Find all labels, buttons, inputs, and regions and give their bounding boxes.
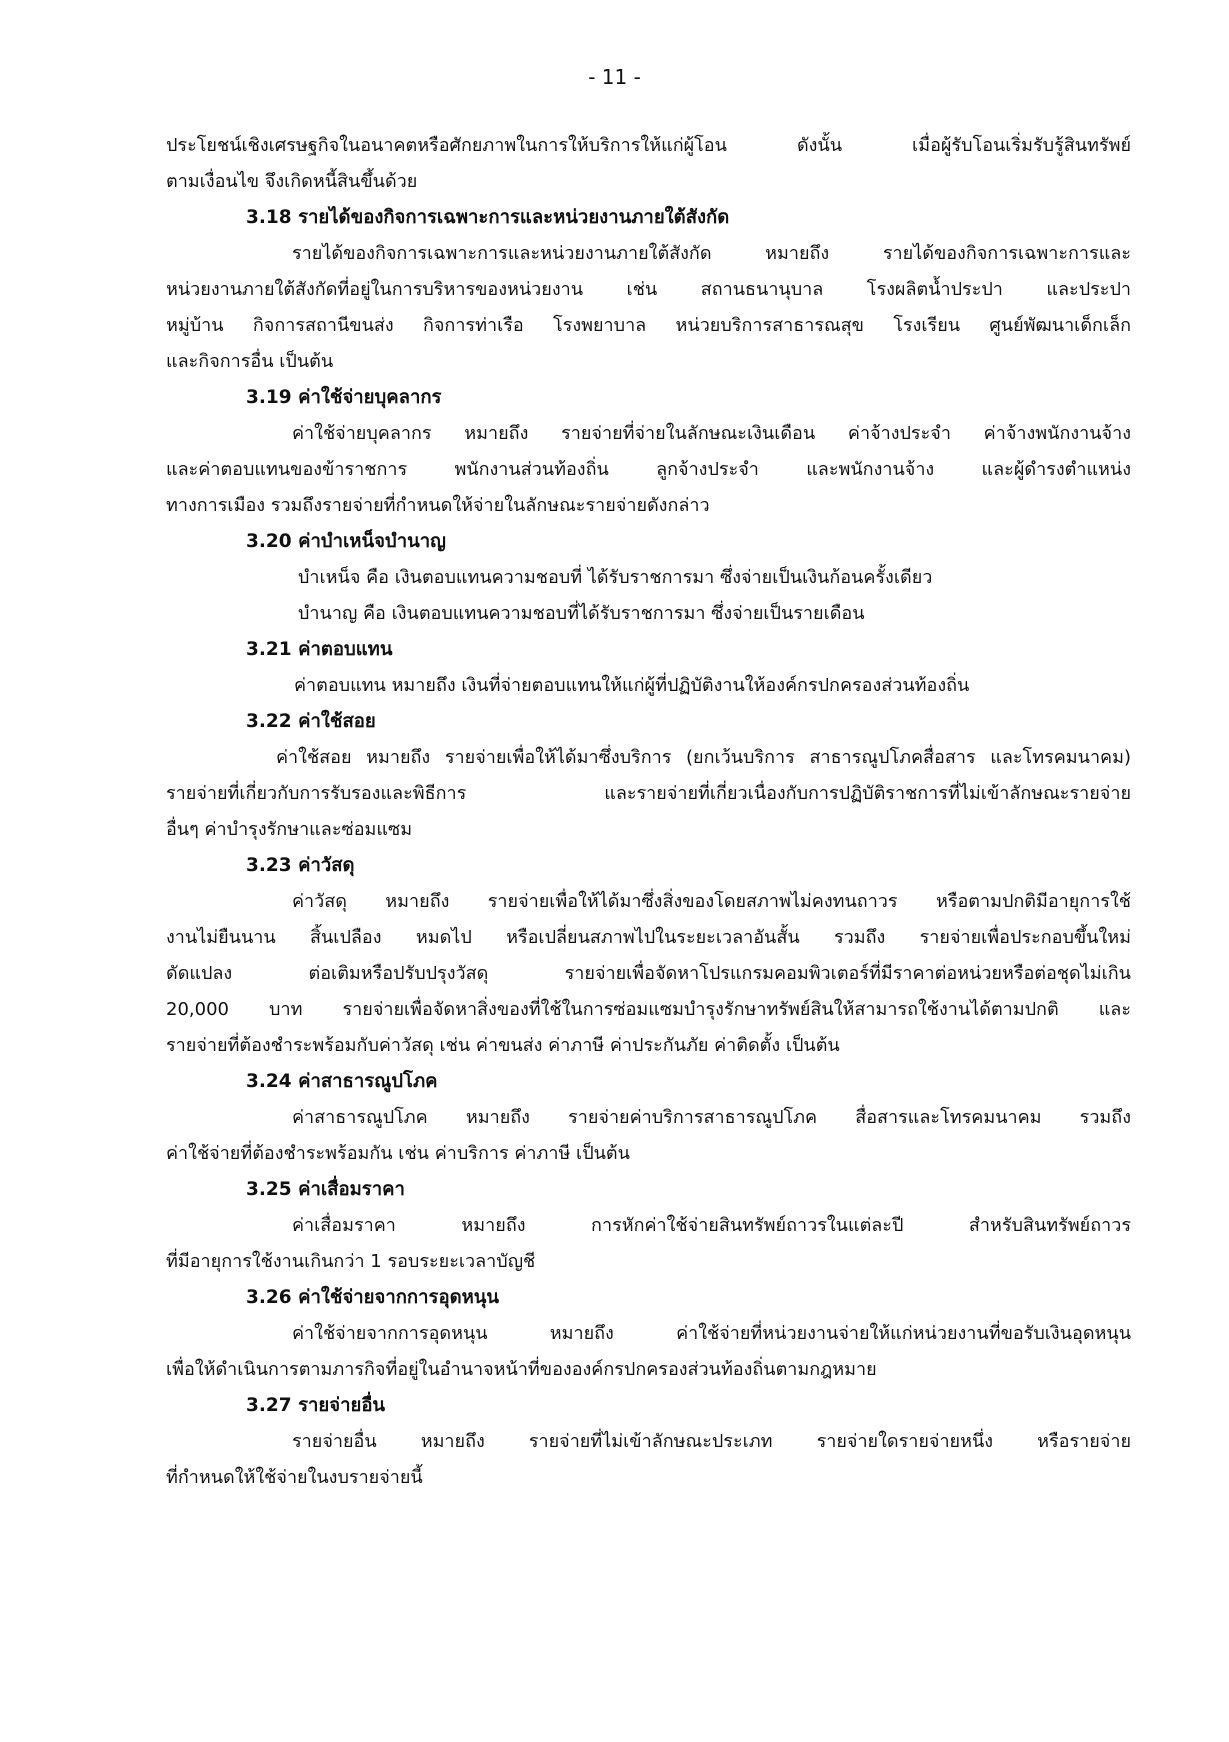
- paragraph-line: ดัดแปลง ต่อเติมหรือปรับปรุงวัสดุ รายจ่ายเพื่อจัดหาโปรแกรมคอมพิวเตอร์ที่มีราคาต่อหน่วยหรือต่อชุดไม่เกิน: [166, 963, 1131, 984]
- paragraph-line: รายจ่ายที่เกี่ยวกับการรับรองและพิธีการ และรายจ่ายที่เกี่ยวเนื่องกับการปฏิบัติราชการที่ไม่เข้าลักษณะรายจ่าย: [166, 783, 1131, 804]
- paragraph-line: ค่าวัสดุ หมายถึง รายจ่ายเพื่อให้ได้มาซึ่งสิ่งของโดยสภาพไม่คงทนถาวร หรือตามปกติมีอายุการใช้: [292, 891, 1131, 912]
- paragraph-line: บำเหน็จ คือ เงินตอบแทนความชอบที่ ได้รับราชการมา ซึ่งจ่ายเป็นเงินก้อนครั้งเดียว: [298, 567, 933, 588]
- section-heading: 3.27 รายจ่ายอื่น: [246, 1395, 386, 1416]
- paragraph-line: 20,000 บาท รายจ่ายเพื่อจัดหาสิ่งของที่ใช้ในการซ่อมแซมบำรุงรักษาทรัพย์สินให้สามารถใช้งานได้ตามปกติ และ: [166, 999, 1131, 1020]
- paragraph-line: เพื่อให้ดำเนินการตามภารกิจที่อยู่ในอำนาจหน้าที่ขององค์กรปกครองส่วนท้องถิ่นตามกฎหมาย: [166, 1359, 877, 1380]
- paragraph-line: หมู่บ้าน กิจการสถานีขนส่ง กิจการท่าเรือ โรงพยาบาล หน่วยบริการสาธารณสุข โรงเรียน ศูนย์พัฒนาเด็กเล็ก: [166, 315, 1131, 336]
- section-heading: 3.22 ค่าใช้สอย: [246, 711, 376, 732]
- paragraph-line: รายจ่ายอื่น หมายถึง รายจ่ายที่ไม่เข้าลักษณะประเภท รายจ่ายใดรายจ่ายหนึ่ง หรือรายจ่าย: [292, 1431, 1131, 1452]
- paragraph-line: และค่าตอบแทนของข้าราชการ พนักงานส่วนท้องถิ่น ลูกจ้างประจำ และพนักงานจ้าง และผู้ดำรงตำแหน่ง: [166, 459, 1131, 480]
- paragraph-line: รายได้ของกิจการเฉพาะการและหน่วยงานภายใต้สังกัด หมายถึง รายได้ของกิจการเฉพาะการและ: [292, 243, 1131, 264]
- paragraph-line: บำนาญ คือ เงินตอบแทนความชอบที่ได้รับราชการมา ซึ่งจ่ายเป็นรายเดือน: [298, 603, 865, 624]
- section-heading: 3.20 ค่าบำเหน็จบำนาญ: [246, 531, 446, 552]
- document-body: [166, 128, 1131, 1496]
- paragraph-line: ที่กำหนดให้ใช้จ่ายในงบรายจ่ายนี้: [166, 1467, 423, 1488]
- paragraph-line: ประโยชน์เชิงเศรษฐกิจในอนาคตหรือศักยภาพในการให้บริการให้แก่ผู้โอน ดังนั้น เมื่อผู้รับโอนเริ่มรับรู้สินทรัพย์: [166, 135, 1131, 156]
- paragraph-line: ที่มีอายุการใช้งานเกินกว่า 1 รอบระยะเวลาบัญชี: [166, 1251, 536, 1272]
- paragraph-line: ค่าเสื่อมราคา หมายถึง การหักค่าใช้จ่ายสินทรัพย์ถาวรในแต่ละปี สำหรับสินทรัพย์ถาวร: [292, 1215, 1131, 1236]
- paragraph-line: และกิจการอื่น เป็นต้น: [166, 351, 334, 372]
- paragraph-line: ค่าใช้จ่ายบุคลากร หมายถึง รายจ่ายที่จ่ายในลักษณะเงินเดือน ค่าจ้างประจำ ค่าจ้างพนักงานจ้าง: [292, 423, 1131, 444]
- paragraph-line: ค่าใช้สอย หมายถึง รายจ่ายเพื่อให้ได้มาซึ่งบริการ (ยกเว้นบริการ สาธารณูปโภคสื่อสาร และโทรคมนาคม): [276, 747, 1131, 768]
- paragraph-line: ตามเงื่อนไข จึงเกิดหนี้สินขึ้นด้วย: [166, 171, 418, 192]
- paragraph-line: ค่าใช้จ่ายที่ต้องชำระพร้อมกัน เช่น ค่าบริการ ค่าภาษี เป็นต้น: [166, 1143, 630, 1164]
- paragraph-line: อื่นๆ ค่าบำรุงรักษาและซ่อมแซม: [166, 819, 413, 840]
- section-heading: 3.26 ค่าใช้จ่ายจากการอุดหนุน: [246, 1287, 500, 1308]
- paragraph-line: หน่วยงานภายใต้สังกัดที่อยู่ในการบริหารของหน่วยงาน เช่น สถานธนานุบาล โรงผลิตน้ำประปา และประปา: [166, 279, 1131, 300]
- paragraph-line: ค่าใช้จ่ายจากการอุดหนุน หมายถึง ค่าใช้จ่ายที่หน่วยงานจ่ายให้แก่หน่วยงานที่ขอรับเงินอุดหนุน: [292, 1323, 1131, 1344]
- section-heading: 3.18 รายได้ของกิจการเฉพาะการและหน่วยงานภายใต้สังกัด: [246, 207, 730, 228]
- paragraph-line: งานไม่ยืนนาน สิ้นเปลือง หมดไป หรือเปลี่ยนสภาพไปในระยะเวลาอันสั้น รวมถึง รายจ่ายเพื่อประกอบขึ้นใหม่: [166, 927, 1131, 948]
- section-heading: 3.23 ค่าวัสดุ: [246, 855, 355, 876]
- section-heading: 3.24 ค่าสาธารณูปโภค: [246, 1071, 438, 1092]
- section-heading: 3.21 ค่าตอบแทน: [246, 639, 393, 660]
- paragraph-line: ค่าสาธารณูปโภค หมายถึง รายจ่ายค่าบริการสาธารณูปโภค สื่อสารและโทรคมนาคม รวมถึง: [292, 1107, 1131, 1128]
- paragraph-line: ทางการเมือง รวมถึงรายจ่ายที่กำหนดให้จ่ายในลักษณะรายจ่ายดังกล่าว: [166, 495, 710, 516]
- paragraph-line: รายจ่ายที่ต้องชำระพร้อมกับค่าวัสดุ เช่น ค่าขนส่ง ค่าภาษี ค่าประกันภัย ค่าติดตั้ง เป็นต้น: [166, 1035, 840, 1056]
- section-heading: 3.25 ค่าเสื่อมราคา: [246, 1179, 405, 1200]
- page-number: - 11 -: [588, 65, 641, 89]
- paragraph-line: ค่าตอบแทน หมายถึง เงินที่จ่ายตอบแทนให้แก่ผู้ที่ปฏิบัติงานให้องค์กรปกครองส่วนท้องถิ่น: [294, 675, 970, 696]
- section-heading: 3.19 ค่าใช้จ่ายบุคลากร: [246, 387, 442, 408]
